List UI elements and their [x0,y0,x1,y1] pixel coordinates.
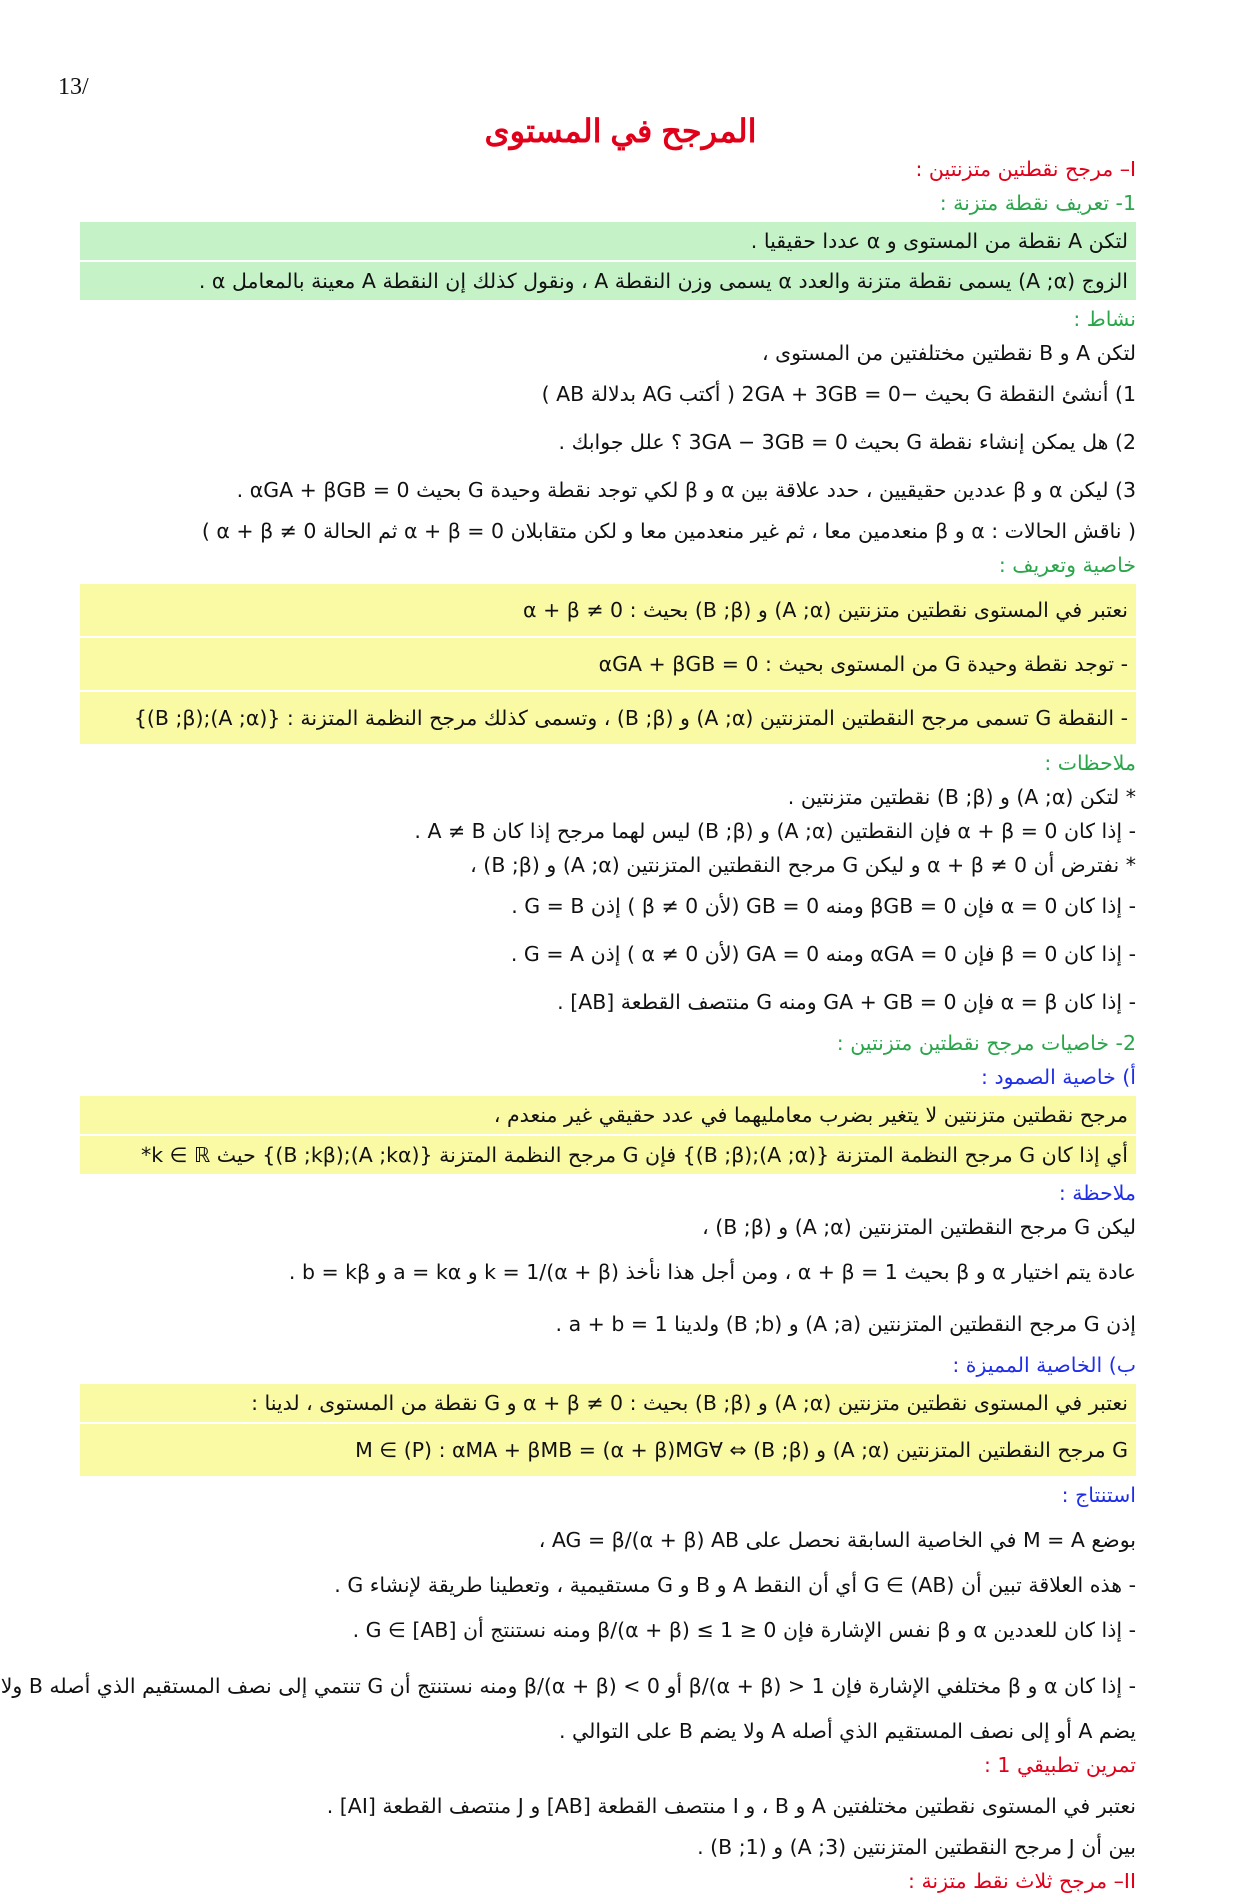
text-line: - إذا كان α + β = 0 فإن النقطتين (A ;α) و (B ;β) ليس لهما مرجح إذا كان A ≠ B . [414,819,1136,843]
page-title: المرجح في المستوى [484,113,757,149]
section-heading: I– مرجح نقطتين متزنتين : [915,157,1136,181]
highlight-line: الزوج (A ;α) يسمى نقطة متزنة والعدد α يسمى وزن النقطة A ، ونقول كذلك إن النقطة A معينة بالمعامل α . [80,262,1136,300]
text-line: ( ناقش الحالات : α و β منعدمين معا ، ثم غير منعدمين معا و لكن متقابلان α + β = 0 ثم الحالة α + β ≠ 0 ) [201,519,1136,543]
section-heading: تمرين تطبيقي 1 : [983,1753,1136,1777]
text-line: بين أن J مرجح النقطتين المتزنتين (A ;3) و (B ;1) . [697,1835,1136,1859]
text-line: لتكن A و B نقطتين مختلفتين من المستوى ، [761,341,1136,365]
text-line: نعتبر في المستوى نقطتين مختلفتين A و B ، و I منتصف القطعة [AB] و J منتصف القطعة [AI] . [326,1794,1136,1818]
text-lines [0,152,1136,1898]
highlight-line: أي إذا كان G مرجح النظمة المتزنة {(A ;α);(B ;β)} فإن G مرجح النظمة المتزنة {(A ;kα);(B ;kβ)} حيث k ∈ ℝ* [80,1136,1136,1174]
highlight-line: نعتبر في المستوى نقطتين متزنتين (A ;α) و (B ;β) بحيث : α + β ≠ 0 و G نقطة من المستوى ، لدينا : [80,1384,1136,1422]
text-line: - إذا كان للعددين α و β نفس الإشارة فإن 0 ≤ β/(α + β) ≤ 1 ومنه نستنتج أن G ∈ [AB] . [352,1618,1136,1642]
section-heading: ملاحظة : [1058,1181,1136,1205]
text-line: عادة يتم اختيار α و β بحيث α + β = 1 ، ومن أجل هذا نأخذ k = 1/(α + β) و a = kα و b = kβ . [288,1260,1136,1284]
highlight-line: لتكن A نقطة من المستوى و α عددا حقيقيا . [80,222,1136,260]
highlight-line: G مرجح النقطتين المتزنتين (A ;α) و (B ;β) ⇔ ∀M ∈ (P) : αMA + βMB = (α + β)MG [80,1424,1136,1476]
highlight-line: - النقطة G تسمى مرجح النقطتين المتزنتين (A ;α) و (B ;β) ، وتسمى كذلك مرجح النظمة المتزنة : {(A ;α);(B ;β)} [80,692,1136,744]
text-line: - إذا كان β = 0 فإن αGA = 0 ومنه GA = 0 (لأن α ≠ 0 ) إذن G = A . [510,942,1136,966]
highlight-line: مرجح نقطتين متزنتين لا يتغير بضرب معامليهما في عدد حقيقي غير منعدم ، [80,1096,1136,1134]
text-line: - إذا كان α = 0 فإن βGB = 0 ومنه GB = 0 (لأن β ≠ 0 ) إذن G = B . [511,894,1136,918]
text-line: - هذه العلاقة تبين أن G ∈ (AB) أي أن النقط A و B و G مستقيمية ، وتعطينا طريقة لإنشاء G . [334,1573,1136,1597]
text-line: 2) هل يمكن إنشاء نقطة G بحيث 3GA − 3GB = 0 ؟ علل جوابك . [558,430,1136,454]
text-line: بوضع M = A في الخاصية السابقة نحصل على AG = β/(α + β) AB ، [538,1528,1136,1552]
text-line: ليكن G مرجح النقطتين المتزنتين (A ;α) و (B ;β) ، [702,1215,1136,1239]
page-number: 13/ [58,74,89,100]
highlight-line: - توجد نقطة وحيدة G من المستوى بحيث : αGA + βGB = 0 [80,638,1136,690]
section-heading: II– مرجح ثلاث نقط متزنة : [908,1869,1136,1893]
section-heading: نشاط : [1073,307,1136,331]
highlight-line: نعتبر في المستوى نقطتين متزنتين (A ;α) و (B ;β) بحيث : α + β ≠ 0 [80,584,1136,636]
section-heading: ب) الخاصية المميزة : [952,1353,1136,1377]
section-heading: أ) خاصية الصمود : [981,1065,1136,1089]
text-line: يضم A أو إلى نصف المستقيم الذي أصله A ولا يضم B على التوالي . [558,1719,1136,1743]
section-heading: 1- تعريف نقطة متزنة : [939,191,1136,215]
section-heading: خاصية وتعريف : [998,553,1136,577]
text-line: إذن G مرجح النقطتين المتزنتين (A ;a) و (B ;b) ولدينا a + b = 1 . [555,1312,1136,1336]
text-line: 1) أنشئ النقطة G بحيث −2GA + 3GB = 0 ( أكتب AG بدلالة AB ) [541,382,1136,406]
text-line: - إذا كان α = β فإن GA + GB = 0 ومنه G منتصف القطعة [AB] . [557,990,1136,1014]
section-heading: استنتاج : [1061,1483,1136,1507]
text-line: * لتكن (A ;α) و (B ;β) نقطتين متزنتين . [787,785,1136,809]
section-heading: ملاحظات : [1044,751,1136,775]
section-heading: 2- خاصيات مرجح نقطتين متزنتين : [836,1031,1136,1055]
text-line: 3) ليكن α و β عددين حقيقيين ، حدد علاقة بين α و β لكي توجد نقطة وحيدة G بحيث αGA + βGB = 0 . [236,478,1136,502]
text-line: - إذا كان α و β مختلفي الإشارة فإن β/(α + β) > 1 أو β/(α + β) < 0 ومنه نستنتج أن G تنتمي إلى نصف المستقيم الذي أصله B ولا [0,1674,1136,1698]
document-body [0,152,1136,1898]
text-line: * نفترض أن α + β ≠ 0 و ليكن G مرجح النقطتين المتزنتين (A ;α) و (B ;β) ، [470,853,1136,877]
